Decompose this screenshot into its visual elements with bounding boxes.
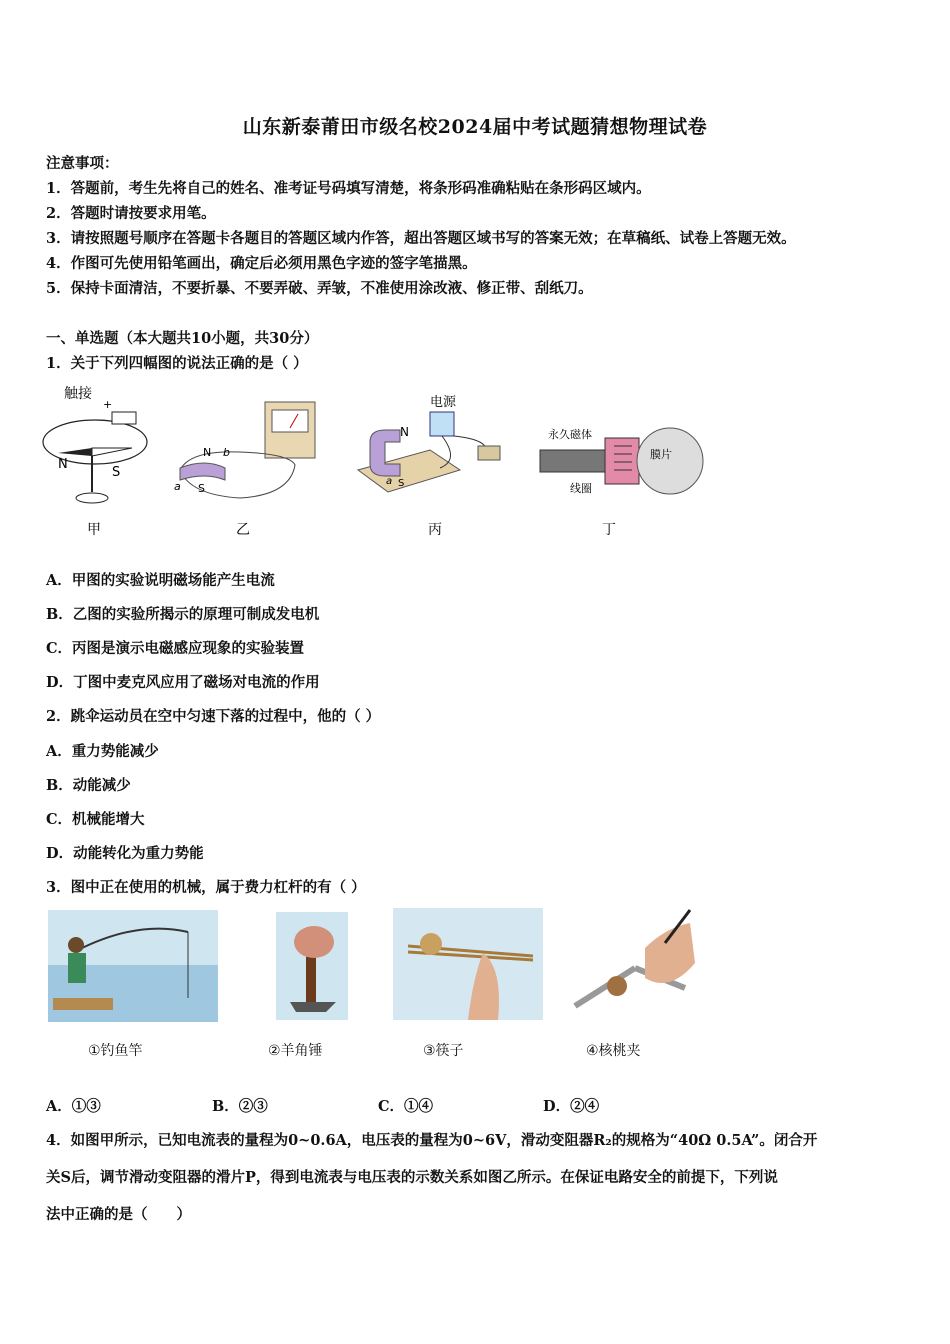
option-c: C．机械能增大	[46, 811, 145, 828]
chopsticks-image	[393, 908, 543, 1020]
question-1-stem: 1．关于下列四幅图的说法正确的是（ ）	[46, 355, 308, 372]
option-c: C．①④	[378, 1098, 434, 1115]
notice-item: 2．答题时请按要求用笔。	[46, 205, 216, 222]
image-caption: ②羊角锤	[268, 1043, 323, 1059]
fig-text-diaphragm: 膜片	[650, 448, 672, 461]
option-d: D．丁图中麦克风应用了磁场对电流的作用	[46, 674, 320, 691]
figure-bing	[358, 394, 500, 538]
fig-text-plus: +	[103, 398, 113, 411]
figure-label: 丁	[602, 522, 616, 538]
image-caption: ④核桃夹	[586, 1043, 641, 1059]
figure-yi	[174, 402, 315, 538]
fig-text-s: S	[398, 478, 405, 489]
option-b: B．乙图的实验所揭示的原理可制成发电机	[46, 606, 320, 623]
figure-jia	[43, 385, 147, 538]
fig-text-touch: 触接	[64, 386, 92, 402]
option-a: A．甲图的实验说明磁场能产生电流	[46, 572, 275, 589]
figure-ding	[540, 427, 703, 538]
image-caption: ③筷子	[423, 1043, 464, 1059]
question-4-line: 法中正确的是（ ）	[46, 1206, 191, 1223]
fig-text-b: b	[223, 446, 230, 459]
fig-text-n: N	[58, 457, 68, 472]
option-a: A．重力势能减少	[46, 743, 159, 760]
option-c: C．丙图是演示电磁感应现象的实验装置	[46, 640, 305, 657]
question-3-stem: 3．图中正在使用的机械，属于费力杠杆的有（ ）	[46, 879, 366, 896]
figure-label: 丙	[428, 522, 442, 538]
option-b: B．动能减少	[46, 777, 131, 794]
notice-item: 1．答题前，考生先将自己的姓名、准考证号码填写清楚，将条形码准确粘贴在条形码区域内。	[46, 180, 651, 197]
section-heading: 一、单选题（本大题共10小题，共30分）	[46, 330, 319, 347]
nutcracker-image	[565, 908, 697, 1020]
fig-text-coil: 线圈	[570, 482, 592, 495]
claw-hammer-image	[276, 912, 348, 1020]
option-d: D．动能转化为重力势能	[46, 845, 204, 862]
fig-text-power: 电源	[430, 395, 457, 410]
fig-text-s: S	[198, 482, 205, 495]
page-title: 山东新泰莆田市级名校2024届中考试题猜想物理试卷	[242, 116, 708, 138]
fishing-rod-image	[48, 910, 218, 1022]
notice-item: 4．作图可先使用铅笔画出，确定后必须用黑色字迹的签字笔描黑。	[46, 255, 477, 272]
notice-item: 5．保持卡面清洁，不要折暴、不要弄破、弄皱，不准使用涂改液、修正带、刮纸刀。	[46, 280, 593, 297]
fig-text-a: a	[174, 480, 181, 493]
figure-label: 乙	[236, 522, 250, 538]
fig-text-s: S	[112, 465, 121, 480]
notice-item: 3．请按照题号顺序在答题卡各题目的答题区域内作答，超出答题区域书写的答案无效；在草稿纸、试卷上答题无效。	[46, 230, 796, 247]
option-b: B．②③	[212, 1098, 268, 1115]
question-1-figures	[40, 380, 720, 540]
question-4-line: 关S后，调节滑动变阻器的滑片P，得到电流表与电压表的示数关系如图乙所示。在保证电路安全的前提下，下列说	[46, 1169, 778, 1186]
notice-heading: 注意事项：	[46, 155, 119, 172]
fig-text-magnet: 永久磁体	[548, 428, 592, 441]
option-d: D．②④	[543, 1098, 600, 1115]
figure-label: 甲	[87, 522, 101, 538]
question-2-stem: 2．跳伞运动员在空中匀速下落的过程中，他的（ ）	[46, 708, 381, 725]
fig-text-a: a	[386, 476, 393, 487]
option-a: A．①③	[46, 1098, 101, 1115]
question-4-line: 4．如图甲所示，已知电流表的量程为0~0.6A，电压表的量程为0~6V，滑动变阻器R₂的规格为“40Ω 0.5A”。闭合开	[46, 1132, 818, 1149]
fig-text-n: N	[400, 425, 409, 439]
image-caption: ①钓鱼竿	[88, 1043, 143, 1059]
fig-text-n: N	[203, 446, 212, 459]
